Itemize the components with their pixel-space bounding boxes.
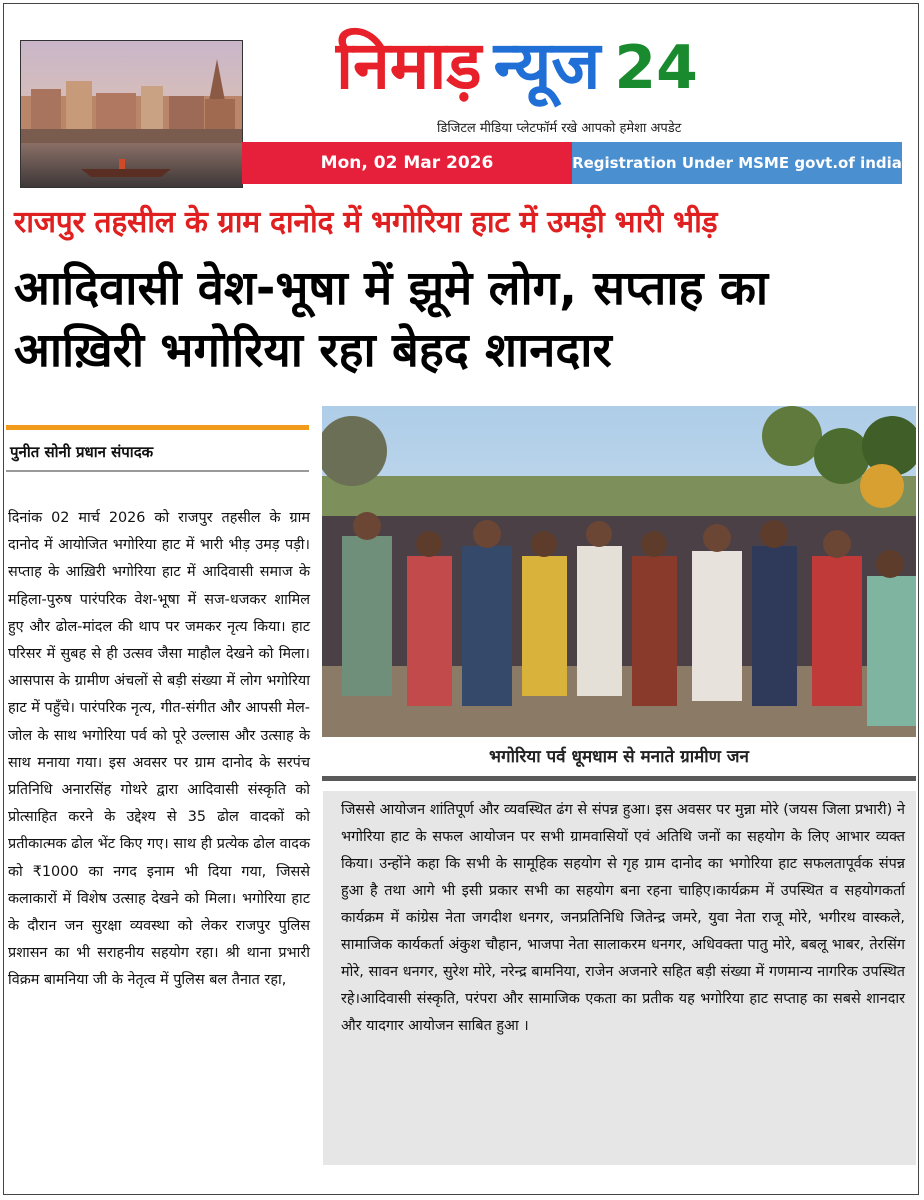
kicker-headline: राजपुर तहसील के ग्राम दानोद में भगोरिया हाट में उमड़ी भारी भीड़ [14, 205, 718, 240]
brand-part-24: 24 [614, 33, 698, 103]
brand-part-nimad: निमाड़ [336, 27, 482, 104]
event-photo [322, 406, 916, 737]
photo-caption: भगोरिया पर्व धूमधाम से मनाते ग्रामीण जन [489, 747, 749, 767]
date-banner [242, 142, 572, 184]
edition-date: Mon, 02 Mar 2026 [320, 153, 494, 173]
byline: पुनीत सोनी प्रधान संपादक [10, 443, 154, 461]
brand-logo [336, 18, 698, 113]
masthead-city-photo [20, 40, 243, 188]
main-headline: आदिवासी वेश-भूषा में झूमे लोग, सप्ताह का आख़िरी भगोरिया रहा बेहद शानदार [14, 261, 769, 378]
article-body-right [323, 791, 916, 1165]
article-body-right-text: जिससे आयोजन शांतिपूर्ण और व्यवस्थित ढंग से संपन्न हुआ। इस अवसर पर मुन्ना मोरे (जयस जिला प्रभारी) ने भगोरिया हाट के सफल आयोजन पर सभी ग्रामवासियों एवं अतिथि जनों का सहयोग के लिए आभार व्यक्त किया। उन्होंने कहा कि सभी के सामूहिक सहयोग से गृह ग्राम दानोद का भगोरिया हाट सफलतापूर्वक संपन्न हुआ है तथा आगे भी इसी प्रकार सभी का सहयोग बना रहना चाहिए।कार्यक्रम में उपस्थित व सहयोगकर्ता कार्यक्रम में कांग्रेस नेता जगदीश धनगर, जनप्रतिनिधि जितेन्द्र जमरे, युवा नेता राजू मोरे, भगीरथ वास्कले, सामाजिक कार्यकर्ता अंकुश चौहान, भाजपा नेता सालाकरम धनगर, अधिवक्ता पातु मोरे, बबलू भाबर, तेरसिंग मोरे, सावन धनगर, सुरेश मोरे, नरेन्द्र बामनिया, राजेन अजनारे सहित बड़ी संख्या में गणमान्य नागरिक उपस्थित रहे।आदिवासी संस्कृति, परंपरा और सामाजिक एकता का प्रतीक यह भगोरिया हाट सप्ताह का सबसे शानदार और यादगार आयोजन साबित हुआ । [341, 802, 905, 1034]
registration-text: Registration Under MSME govt.of india [572, 154, 902, 172]
registration-banner [572, 142, 902, 184]
byline-separator [6, 470, 309, 472]
brand-part-news: न्यूज [493, 27, 601, 104]
brand-tagline: डिजिटल मीडिया प्लेटफॉर्म रखे आपको हमेशा अपडेट [437, 121, 682, 136]
caption-rule [322, 776, 916, 781]
byline-rule [6, 425, 309, 430]
article-body-left: दिनांक 02 मार्च 2026 को राजपुर तहसील के ग्राम दानोद में आयोजित भगोरिया हाट में भारी भीड़ उमड़ पड़ी। सप्ताह के आख़िरी भगोरिया हाट में आदिवासी समाज के महिला-पुरुष पारंपरिक वेश-भूषा में सज-धजकर शामिल हुए और ढोल-मांदल की थाप पर जमकर नृत्य किया। हाट परिसर में सुबह से ही उत्सव जैसा माहौल देखने को मिला। आसपास के ग्रामीण अंचलों से बड़ी संख्या में लोग भगोरिया हाट में पहुँचे। पारंपरिक नृत्य, गीत-संगीत और आपसी मेल-जोल के साथ भगोरिया पर्व को पूरे उल्लास और उत्साह के साथ मनाया गया। इस अवसर पर ग्राम दानोद के सरपंच प्रतिनिधि अनारसिंह गोथरे द्वारा आदिवासी संस्कृति को प्रोत्साहित करने के उद्देश्य से 35 ढोल वादकों को प्रतीकात्मक ढोल भेंट किए गए। साथ ही प्रत्येक ढोल वादक को ₹1000 का नगद इनाम भी दिया गया, जिससे कलाकारों में विशेष उत्साह देखने को मिला। भगोरिया हाट के दौरान जन सुरक्षा व्यवस्था को लेकर राजपुर पुलिस प्रशासन का भी सराहनीय सहयोग रहा। श्री थाना प्रभारी विक्रम बामनिया जी के नेतृत्व में पुलिस बल तैनात रहा, [8, 510, 310, 989]
